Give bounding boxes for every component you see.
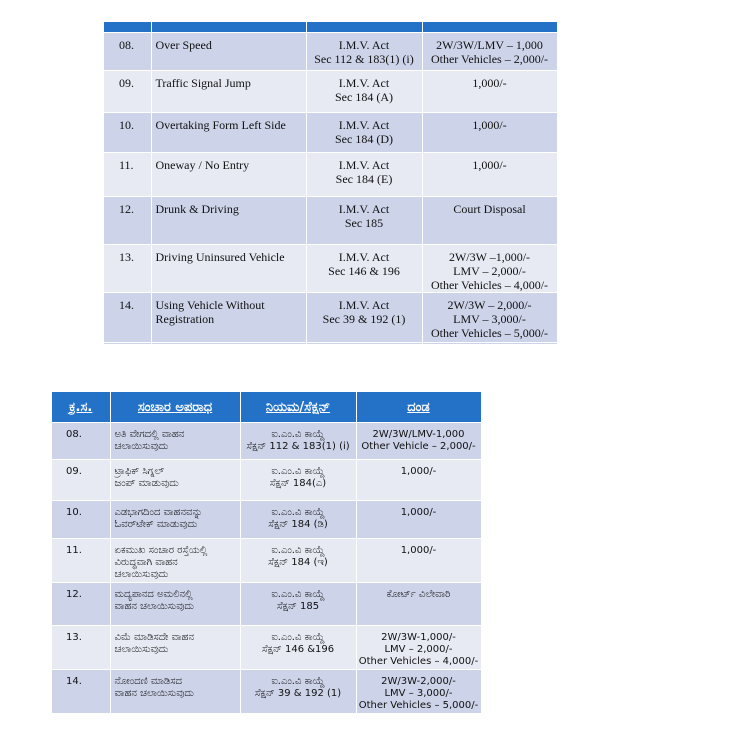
section-cell-line: I.M.V. Act xyxy=(338,158,390,172)
serial-number: 09. xyxy=(52,460,110,501)
offence-cell-line: Traffic Signal Jump xyxy=(155,76,251,90)
offence-cell-line: Registration xyxy=(155,312,215,326)
table-row xyxy=(52,583,481,626)
offence-cell-line: ಚಲಾಯಿಸುವುದು xyxy=(114,644,169,655)
serial-number: 12. xyxy=(52,583,110,626)
english-fines-table xyxy=(104,22,557,344)
section-cell-line: Sec 184 (E) xyxy=(335,172,393,186)
offence-cell xyxy=(110,539,240,583)
fine-cell-line: Other Vehicles – 5,000/- xyxy=(358,700,479,711)
offence-cell xyxy=(110,501,240,539)
table-row xyxy=(104,33,557,71)
fine-cell xyxy=(422,293,557,343)
fine-cell xyxy=(422,197,557,245)
section-cell-line: Sec 112 & 183(1) (i) xyxy=(314,52,414,66)
fine-cell xyxy=(422,245,557,293)
section-cell-line: ಸೆಕ್ಷನ್ 112 & 183(1) (i) xyxy=(246,441,350,452)
table-row xyxy=(104,293,557,343)
fine-cell-line: Other Vehicle – 2,000/- xyxy=(361,441,476,452)
offence-cell xyxy=(151,33,306,71)
section-cell-line: ಐ.ಎಂ.ವಿ ಕಾಯ್ದೆ xyxy=(271,589,325,600)
serial-number: 11. xyxy=(104,153,151,197)
offence-cell-line: ನೋಂದಣಿ ಮಾಡಿಸದ xyxy=(114,676,182,687)
section-cell-line: Sec 184 (A) xyxy=(335,90,393,104)
offence-cell xyxy=(110,670,240,714)
table-row xyxy=(104,153,557,197)
fine-cell-line: 2W/3W/LMV – 1,000 xyxy=(436,38,543,52)
serial-number: 11. xyxy=(52,539,110,583)
fine-cell-line: ಕೋರ್ಟ್ ವಿಲೇವಾರಿ xyxy=(386,589,451,600)
fine-cell xyxy=(422,153,557,197)
fine-cell-line: LMV – 2,000/- xyxy=(453,264,526,278)
section-cell-line: ಐ.ಎಂ.ವಿ ಕಾಯ್ದೆ xyxy=(271,545,325,556)
offence-cell xyxy=(110,583,240,626)
section-cell-line: Sec 146 & 196 xyxy=(328,264,400,278)
serial-number: 14. xyxy=(104,293,151,343)
kannada-fines-table xyxy=(52,392,482,714)
section-cell-line: I.M.V. Act xyxy=(338,298,390,312)
offence-cell-line: ಚಲಾಯಿಸುವುದು xyxy=(114,441,169,452)
section-cell xyxy=(306,153,422,197)
fine-cell-line: 2W/3W-2,000/- xyxy=(381,676,456,687)
section-cell-line: ಸೆಕ್ಷನ್ 184 (ಇ) xyxy=(268,557,328,568)
offence-cell-line: Using Vehicle Without xyxy=(155,298,265,312)
fine-cell-line: 1,000/- xyxy=(472,118,507,132)
offence-cell xyxy=(151,197,306,245)
section-cell xyxy=(240,670,356,714)
english-fines-table-image xyxy=(104,22,557,344)
fine-cell-line: 1,000/- xyxy=(472,158,507,172)
serial-number: 08. xyxy=(52,423,110,460)
fine-cell xyxy=(422,71,557,113)
offence-cell xyxy=(151,245,306,293)
serial-number: 08. xyxy=(104,33,151,71)
serial-number: 13. xyxy=(52,626,110,670)
section-cell xyxy=(240,583,356,626)
section-cell-line: I.M.V. Act xyxy=(338,38,390,52)
fine-cell-line: 1,000/- xyxy=(400,507,437,518)
serial-number: 10. xyxy=(52,501,110,539)
fine-cell-line: LMV – 3,000/- xyxy=(384,688,453,699)
fine-cell-line: LMV – 2,000/- xyxy=(384,644,453,655)
header-fine: ದಂಡ xyxy=(356,392,481,423)
fine-cell-line: 2W/3W-1,000/- xyxy=(381,632,456,643)
section-cell xyxy=(240,460,356,501)
offence-cell-line: ಚಲಾಯಿಸುವುದು xyxy=(114,569,169,580)
serial-number: 10. xyxy=(104,113,151,153)
fine-cell-line: LMV – 3,000/- xyxy=(453,312,526,326)
section-cell xyxy=(306,197,422,245)
table-header-row xyxy=(52,392,481,423)
section-cell xyxy=(306,113,422,153)
section-cell-line: I.M.V. Act xyxy=(338,202,390,216)
section-cell-line: ಐ.ಎಂ.ವಿ ಕಾಯ್ದೆ xyxy=(271,466,325,477)
section-cell-line: ಐ.ಎಂ.ವಿ ಕಾಯ್ದೆ xyxy=(271,429,325,440)
serial-number: 14. xyxy=(52,670,110,714)
section-cell-line: ಐ.ಎಂ.ವಿ ಕಾಯ್ದೆ xyxy=(271,676,325,687)
offence-cell-line: Driving Uninsured Vehicle xyxy=(155,250,285,264)
fine-cell-line: 1,000/- xyxy=(472,76,507,90)
table-row xyxy=(104,71,557,113)
table-row xyxy=(104,113,557,153)
fine-cell xyxy=(422,33,557,71)
fine-cell xyxy=(356,583,481,626)
offence-cell-line: ಅತಿ ವೇಗದಲ್ಲಿ ವಾಹನ xyxy=(114,429,185,440)
offence-cell xyxy=(151,293,306,343)
offence-cell-line: ವಾಹನ ಚಲಾಯಿಸುವುದು xyxy=(114,601,194,612)
fine-cell xyxy=(356,626,481,670)
section-cell xyxy=(306,71,422,113)
section-cell-line: ಐ.ಎಂ.ವಿ ಕಾಯ್ದೆ xyxy=(271,632,325,643)
header-serial: ಕ್ರ.ಸ. xyxy=(52,392,110,423)
header-section: ನಿಯಮ/ಸೆಕ್ಷನ್ xyxy=(240,392,356,423)
fine-cell-line: 1,000/- xyxy=(400,545,437,556)
section-cell-line: Sec 185 xyxy=(344,216,384,230)
offence-cell-line: ಮದ್ಯಪಾನದ ಅಮಲಿನಲ್ಲಿ xyxy=(114,589,193,600)
offence-cell xyxy=(151,153,306,197)
section-cell-line: I.M.V. Act xyxy=(338,250,390,264)
table-row xyxy=(52,501,481,539)
serial-number: 12. xyxy=(104,197,151,245)
fine-cell xyxy=(422,113,557,153)
serial-number: 09. xyxy=(104,71,151,113)
section-cell-line: Sec 39 & 192 (1) xyxy=(322,312,406,326)
section-cell-line: ಸೆಕ್ಷನ್ 184(ಎ) xyxy=(269,478,327,489)
fine-cell-line: Court Disposal xyxy=(453,202,526,216)
section-cell xyxy=(240,539,356,583)
offence-cell xyxy=(151,71,306,113)
section-cell xyxy=(306,245,422,293)
table-row-cropped xyxy=(104,343,557,345)
section-cell-line: ಸೆಕ್ಷನ್ 146 &196 xyxy=(261,644,335,655)
fine-cell-line: Other Vehicles – 4,000/- xyxy=(430,278,549,292)
offence-cell xyxy=(110,423,240,460)
fine-cell-line: Other Vehicles – 5,000/- xyxy=(430,326,549,340)
fine-cell-line: 2W/3W/LMV-1,000 xyxy=(372,429,465,440)
table-row xyxy=(52,539,481,583)
section-cell-line: Sec 184 (D) xyxy=(335,132,393,146)
offence-cell-line: ವಿರುದ್ಧವಾಗಿ ವಾಹನ xyxy=(114,557,178,568)
section-cell-line: ಸೆಕ್ಷನ್ 184 (ಡಿ) xyxy=(268,519,328,530)
section-cell-line: ಸೆಕ್ಷನ್ 185 xyxy=(276,601,320,612)
offence-cell-line: ಜಂಪ್ ಮಾಡುವುದು xyxy=(114,478,179,489)
offence-cell xyxy=(110,626,240,670)
table-row xyxy=(52,423,481,460)
section-cell xyxy=(240,501,356,539)
table-row xyxy=(52,460,481,501)
offence-cell-line: Over Speed xyxy=(155,38,212,52)
offence-cell-line: ಟ್ರಾಫಿಕ್ ಸಿಗ್ನಲ್ xyxy=(114,466,165,477)
offence-cell-line: ಓವರ್‌ಟೇಕ್ ಮಾಡುವುದು xyxy=(114,519,198,530)
section-cell xyxy=(306,33,422,71)
fine-cell-line: Other Vehicles – 4,000/- xyxy=(358,656,479,667)
section-cell-line: ಸೆಕ್ಷನ್ 39 & 192 (1) xyxy=(254,688,342,699)
offence-cell-line: ಏಕಮುಖ ಸಂಚಾರ ರಸ್ತೆಯಲ್ಲಿ xyxy=(114,545,208,556)
offence-cell-line: Overtaking Form Left Side xyxy=(155,118,286,132)
fine-cell-line: 2W/3W –1,000/- xyxy=(448,250,531,264)
offence-cell-line: Oneway / No Entry xyxy=(155,158,250,172)
section-cell-line: I.M.V. Act xyxy=(338,76,390,90)
section-cell xyxy=(306,293,422,343)
offence-cell-line: ಎಡಭಾಗದಿಂದ ವಾಹನವನ್ನು xyxy=(114,507,203,518)
fine-cell xyxy=(356,670,481,714)
fine-cell xyxy=(356,501,481,539)
section-cell-line: I.M.V. Act xyxy=(338,118,390,132)
offence-cell-line: Drunk & Driving xyxy=(155,202,239,216)
fine-cell xyxy=(356,423,481,460)
section-cell xyxy=(240,423,356,460)
fine-cell-line: 2W/3W – 2,000/- xyxy=(447,298,532,312)
fine-cell-line: 1,000/- xyxy=(400,466,437,477)
serial-number: 13. xyxy=(104,245,151,293)
offence-cell-line: ವಿಮೆ ಮಾಡಿಸದೇ ವಾಹನ xyxy=(114,632,195,643)
offence-cell xyxy=(151,113,306,153)
table-row xyxy=(52,626,481,670)
offence-cell-line: ವಾಹನ ಚಲಾಯಿಸುವುದು xyxy=(114,688,194,699)
fine-cell xyxy=(356,460,481,501)
section-cell-line: ಐ.ಎಂ.ವಿ ಕಾಯ್ದೆ xyxy=(271,507,325,518)
table-row xyxy=(52,670,481,714)
table-header-bar xyxy=(104,22,557,33)
table-row xyxy=(104,197,557,245)
fine-cell xyxy=(356,539,481,583)
header-offence: ಸಂಚಾರ ಅಪರಾಧ xyxy=(110,392,240,423)
table-row xyxy=(104,245,557,293)
section-cell xyxy=(240,626,356,670)
offence-cell xyxy=(110,460,240,501)
fine-cell-line: Other Vehicles – 2,000/- xyxy=(430,52,549,66)
